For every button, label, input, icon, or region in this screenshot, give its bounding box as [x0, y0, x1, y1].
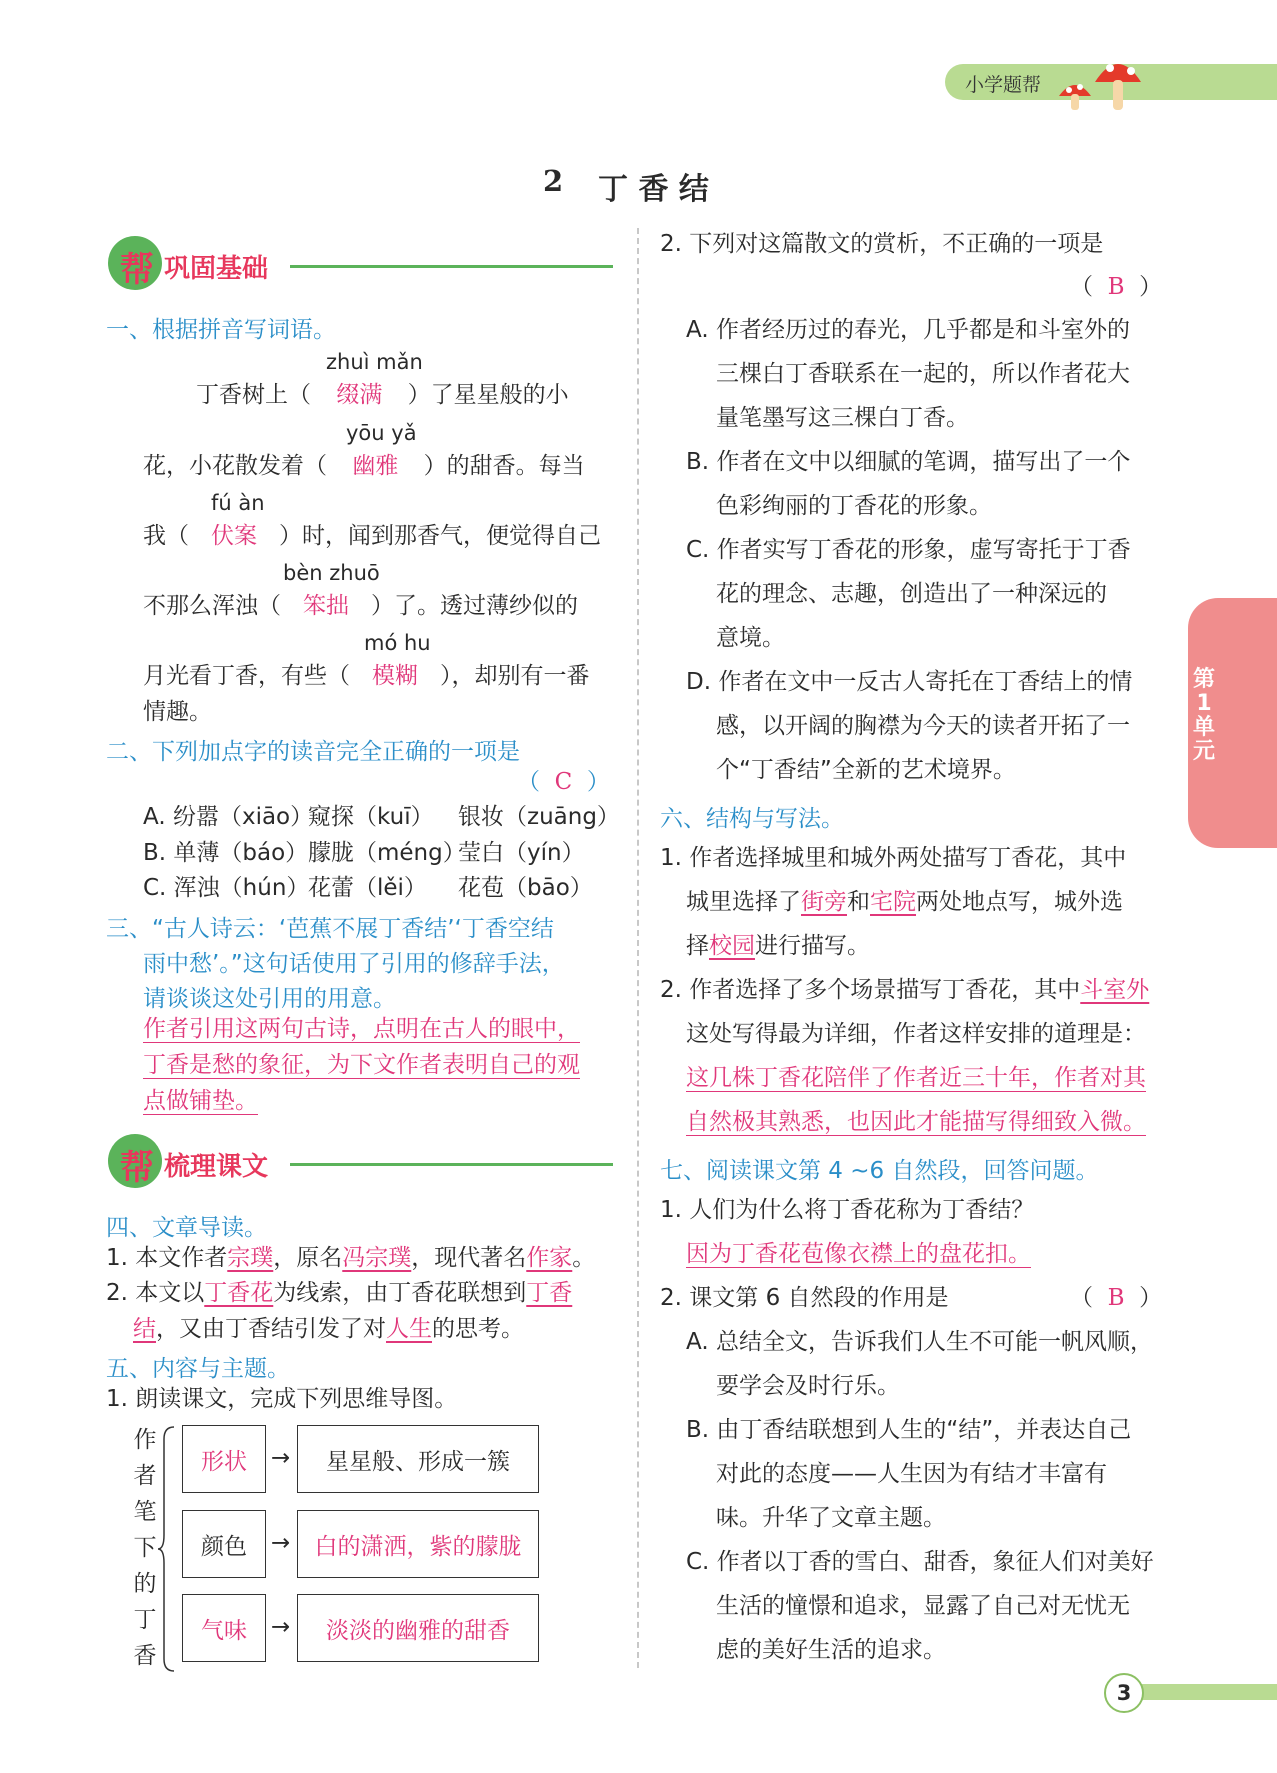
s1-heading: 一、根据拼音写词语。: [106, 317, 336, 343]
r2-option-d: D. 作者在文中一反古人寄托在丁香结上的情: [686, 669, 1133, 695]
lesson-title: 丁 香 结: [598, 172, 709, 207]
s1-line5: 月光看丁香，有些（ 模糊 ），却别有一番: [143, 663, 590, 689]
page-number: 3: [1104, 1673, 1144, 1713]
s6-heading: 六、结构与写法。: [660, 806, 844, 832]
s5-heading: 五、内容与主题。: [106, 1356, 290, 1382]
s2-answer: （ C ）: [517, 769, 610, 795]
s7-q2: 2. 课文第 6 自然段的作用是: [660, 1285, 949, 1311]
s2-option-c: C. 浑浊（hún）: [143, 875, 310, 901]
s2-heading: 二、下列加点字的读音完全正确的一项是: [106, 739, 520, 765]
s5-q1: 1. 朗读课文，完成下列思维导图。: [106, 1386, 458, 1412]
s7-a2: （ B ）: [1070, 1285, 1163, 1311]
mindmap-key-shape: 形状: [182, 1425, 266, 1493]
r2-answer: （ B ）: [1070, 274, 1163, 300]
arrow-icon: →: [271, 1614, 291, 1640]
s7-option-b: B. 由丁香结联想到人生的“结”，并表达自己: [686, 1417, 1132, 1443]
s2-option-b: B. 单薄（báo）: [143, 840, 309, 866]
r2-question: 2. 下列对这篇散文的赏析，不正确的一项是: [660, 231, 1104, 257]
mindmap-value-color: 白的潇洒，紫的朦胧: [297, 1510, 539, 1578]
s4-q2-cont: 结，又由丁香结引发了对人生的思考。: [133, 1316, 524, 1342]
s3-answer-1: 作者引用这两句古诗，点明在古人的眼中，: [143, 1016, 580, 1042]
s6-answer-2: 自然极其熟悉，也因此才能描写得细致入微。: [686, 1109, 1146, 1135]
s4-q2: 2. 本文以丁香花为线索，由丁香花联想到丁香: [106, 1280, 573, 1306]
r2-option-a: A. 作者经历过的春光，几乎都是和斗室外的: [686, 317, 1130, 343]
s7-option-c: C. 作者以丁香的雪白、甜香，象征人们对美好: [686, 1549, 1154, 1575]
s1-line1: 丁香树上（ 缀满 ）了星星般的小: [196, 382, 569, 408]
s7-a1: 因为丁香花苞像衣襟上的盘花扣。: [686, 1241, 1031, 1267]
chapter-tab-text: 第 1 单 元: [1192, 667, 1215, 764]
s3-heading-1: 三、“古人诗云：‘芭蕉不展丁香结’‘丁香空结: [106, 916, 554, 942]
s6-q1-line2: 城里选择了街旁和宅院两处地点写，城外选: [686, 889, 1123, 915]
section-banner-1: 帮 巩固基础: [108, 236, 613, 292]
s6-answer-1: 这几株丁香花陪伴了作者近三十年，作者对其: [686, 1065, 1146, 1091]
s1-line3: 我（ 伏案 ）时，闻到那香气，便觉得自己: [143, 523, 601, 549]
mindmap-key-color: 颜色: [182, 1510, 266, 1578]
section-banner-2: 帮 梳理课文: [108, 1134, 613, 1190]
brand-label: 小学题帮: [965, 74, 1042, 96]
s3-heading-2: 雨中愁’。”这句话使用了引用的修辞手法，: [143, 951, 565, 977]
s4-q1: 1. 本文作者宗璞，原名冯宗璞，现代著名作家。: [106, 1245, 596, 1271]
s3-heading-3: 请谈谈这处引用的用意。: [143, 986, 396, 1012]
s3-answer-2: 丁香是愁的象征，为下文作者表明自己的观: [143, 1052, 580, 1078]
mindmap-brace: [158, 1425, 178, 1673]
s4-heading: 四、文章导读。: [106, 1215, 267, 1241]
arrow-icon: →: [271, 1445, 291, 1471]
s6-q1-line3: 择校园进行描写。: [686, 933, 870, 959]
mindmap-vertical-label: 作 者 笔 下 的 丁 香: [133, 1427, 157, 1669]
s7-heading: 七、阅读课文第 4 ~6 自然段，回答问题。: [660, 1158, 1099, 1184]
s7-option-a: A. 总结全文，告诉我们人生不可能一帆风顺，: [686, 1329, 1153, 1355]
s7-q1: 1. 人们为什么将丁香花称为丁香结？: [660, 1197, 1035, 1223]
s6-q1: 1. 作者选择城里和城外两处描写丁香花，其中: [660, 845, 1127, 871]
s1-line4: 不那么浑浊（ 笨拙 ）了。透过薄纱似的: [143, 593, 578, 619]
r2-option-b: B. 作者在文中以细腻的笔调，描写出了一个: [686, 449, 1131, 475]
s6-q2: 2. 作者选择了多个场景描写丁香花，其中斗室外: [660, 977, 1150, 1003]
mindmap-value-smell: 淡淡的幽雅的甜香: [297, 1594, 539, 1662]
lesson-number: 2: [543, 164, 564, 198]
mindmap-key-smell: 气味: [182, 1594, 266, 1662]
mindmap-value-shape: 星星般、形成一簇: [297, 1425, 539, 1493]
column-divider: [637, 228, 639, 1668]
s1-line2: 花，小花散发着（ 幽雅 ）的甜香。每当: [143, 453, 585, 479]
arrow-icon: →: [271, 1530, 291, 1556]
s3-answer-3: 点做铺垫。: [143, 1088, 258, 1114]
r2-option-c: C. 作者实写丁香花的形象，虚写寄托于丁香: [686, 537, 1131, 563]
s2-option-a: A. 纷嚣（xiāo）: [143, 804, 314, 830]
mushroom-icon: [1055, 44, 1147, 114]
